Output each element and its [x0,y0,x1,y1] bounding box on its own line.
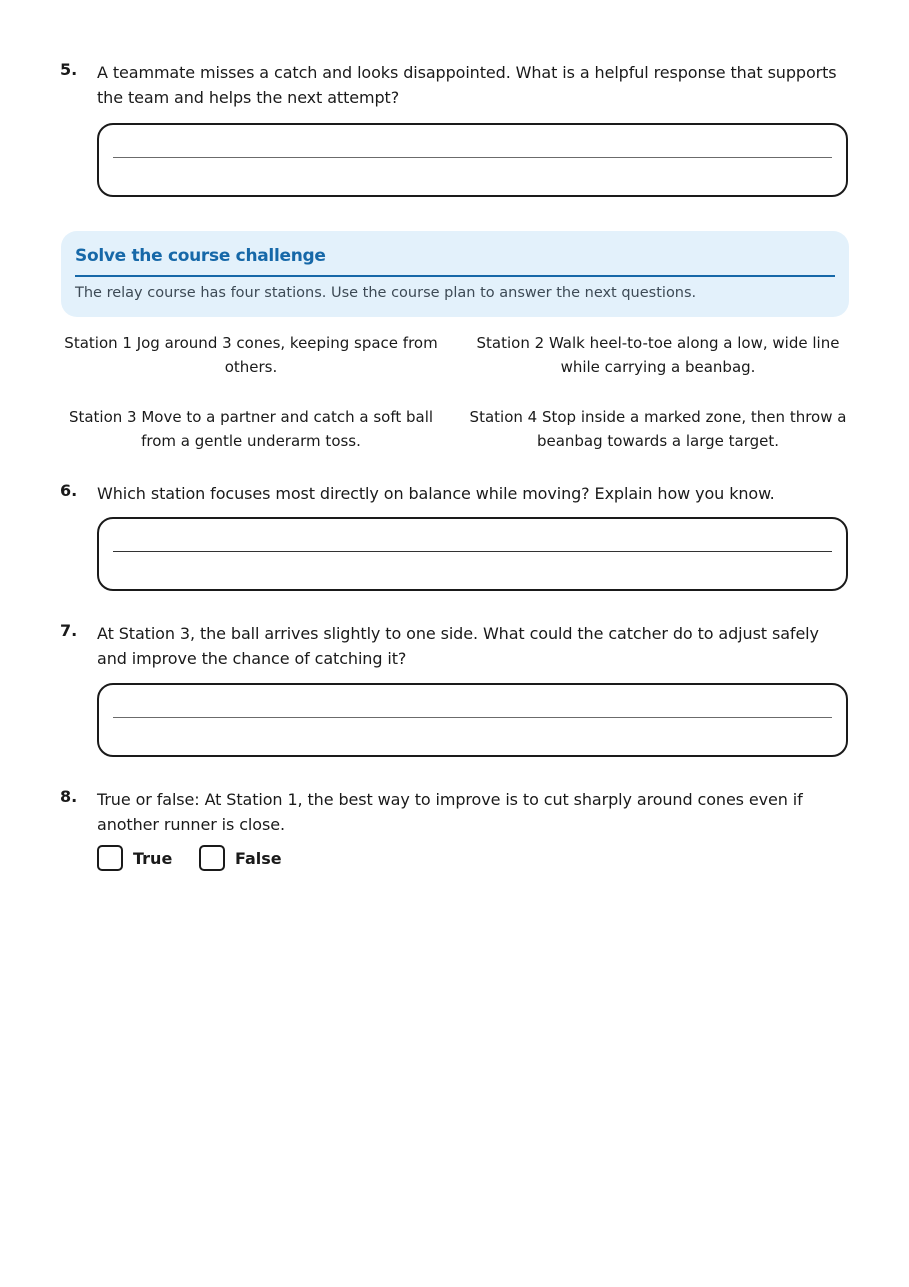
challenge-title: Solve the course challenge [75,246,326,266]
challenge-divider [75,275,835,277]
course-challenge-panel [61,231,849,317]
answer-box-q7[interactable] [97,683,848,757]
question-number: 7. [60,621,78,640]
station-3: Station 3 Move to a partner and catch a soft ball from a gentle underarm toss. [68,408,434,450]
station-4: Station 4 Stop inside a marked zone, then throw a beanbag towards a large target. [469,408,847,450]
question-text: Which station focuses most directly on balance while moving? Explain how you know. [97,484,775,503]
question-number: 5. [60,60,78,79]
true-label: True [133,848,173,868]
question-number: 6. [60,481,78,500]
answer-line [113,551,832,552]
answer-box-q6[interactable] [97,517,848,591]
true-checkbox[interactable] [97,845,123,871]
answer-line [113,157,832,158]
false-label: False [235,848,282,868]
option-true[interactable] [97,845,172,871]
answer-box-q5[interactable] [97,123,848,197]
question-text: True or false: At Station 1, the best way to improve is to cut sharply around cones even if another runner is close. [97,790,803,834]
option-false[interactable] [199,845,282,871]
answer-line [113,717,832,718]
false-checkbox[interactable] [199,845,225,871]
station-2: Station 2 Walk heel-to-toe along a low, wide line while carrying a beanbag. [476,334,840,376]
question-text: A teammate misses a catch and looks disappointed. What is a helpful response that supports the team and helps the next attempt? [97,63,837,107]
question-text: At Station 3, the ball arrives slightly to one side. What could the catcher do to adjust safely and improve the chance of catching it? [97,624,819,668]
challenge-description: The relay course has four stations. Use the course plan to answer the next questions. [75,285,697,301]
station-1: Station 1 Jog around 3 cones, keeping space from others. [64,334,438,376]
question-number: 8. [60,787,78,806]
